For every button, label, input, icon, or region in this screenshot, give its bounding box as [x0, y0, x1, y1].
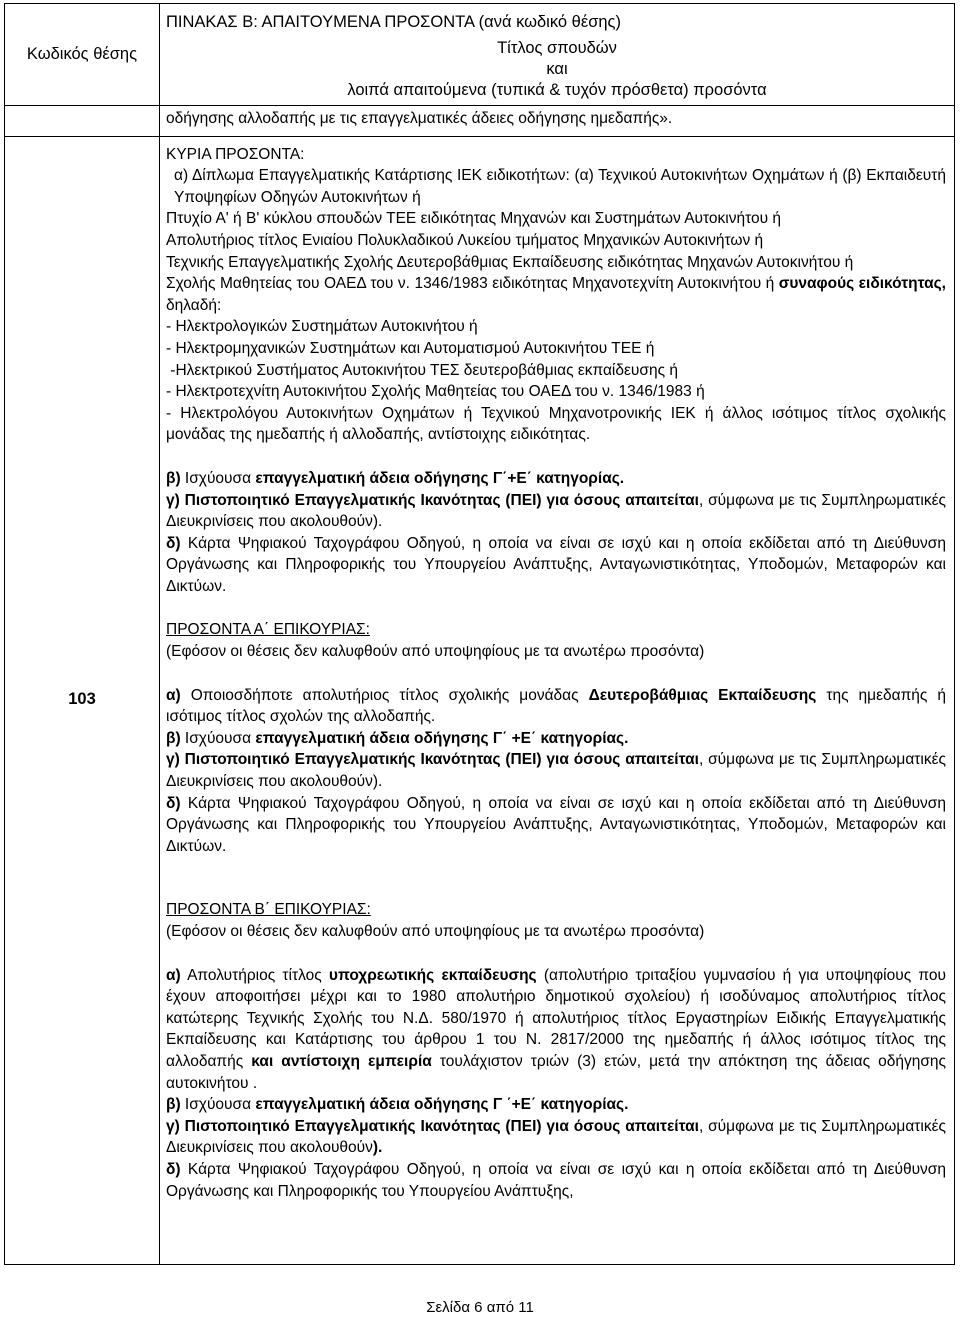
code-column-header: Κωδικός θέσης [5, 4, 160, 106]
aux-b-item-c: γ) Πιστοποιητικό Επαγγελματικής Ικανότητας (ΠΕΙ) για όσους απαιτείται, σύμφωνα με τις Συμπληρωματικές Διευκρινίσεις που ακολουθούν). [166, 1117, 946, 1157]
position-code: 103 [5, 136, 160, 1264]
requirements-table [4, 3, 955, 1265]
aux-a-item-d: δ) Κάρτα Ψηφιακού Ταχογράφου Οδηγού, η οποία να είναι σε ισχύ και η οποία εκδίδεται από τη Διεύθυνση Οργάνωσης και Πληροφορικής του Υπουργείου Ανάπτυξης, Ανταγωνιστικότητας, Υποδομών, Μεταφορών και Δικτύων. [166, 794, 946, 855]
main-line: Απολυτήριος τίτλος Ενιαίου Πολυκλαδικού Λυκείου τμήματος Μηχανικών Αυτοκινήτων ή [166, 231, 764, 249]
main-item-a: α) Δίπλωμα Επαγγελματικής Κατάρτισης ΙΕΚ ειδικοτήτων: (α) Τεχνικού Αυτοκινήτων Οχημάτων ή (β) Εκπαιδευτή Υποψηφίων Οδηγών Αυτοκινήτων ή [174, 167, 946, 206]
table-header-row [5, 4, 955, 106]
aux-a-item-b: β) Ισχύουσα επαγγελματική άδεια οδήγησης Γ΄ +Ε΄ κατηγορίας. [166, 729, 629, 747]
table-title: ΠΙΝΑΚΑΣ Β: ΑΠΑΙΤΟΥΜΕΝΑ ΠΡΟΣΟΝΤΑ (ανά κωδικό θέσης) [166, 13, 621, 31]
title-column-header [160, 4, 955, 106]
specialty-item: - Ηλεκτρολογικών Συστημάτων Αυτοκινήτου ή [166, 318, 478, 336]
column-title: Τίτλος σπουδών και λοιπά απαιτούμενα (τυπικά & τυχόν πρόσθετα) προσόντα [347, 38, 767, 99]
aux-a-item-c: γ) Πιστοποιητικό Επαγγελματικής Ικανότητας (ΠΕΙ) για όσους απαιτείται, σύμφωνα με τις Συμπληρωματικές Διευκρινίσεις που ακολουθούν). [166, 751, 946, 791]
aux-b-item-a: α) Απολυτήριος τίτλος υποχρεωτικής εκπαίδευσης (απολυτήριο τριταξίου γυμνασίου ή για υποψηφίους που έχουν αποφοιτήσει μέχρι και το 1980 απολυτήριο δημοτικού σχολείου) ή ισοδύναμος απολυτήριος τίτλος κατώτερης Τεχνικής Σχολής του Ν.Δ. 580/1970 ή απολυτήριος τίτλος Εργαστηρίων Ειδικής Επαγγελματικής Εκπαίδευσης και Κατάρτισης του άρθρου 1 του Ν. 2817/2000 της ημεδαπής ή άλλος ισότιμος τίτλος της αλλοδαπής και αντίστοιχη εμπειρία τουλάχιστον τριών (3) ετών, μετά την απόκτηση της άδειας οδήγησης αυτοκινήτου . [166, 966, 947, 1092]
qualifications-cell [160, 136, 955, 1264]
specialty-item: -Ηλεκτρικού Συστήματος Αυτοκινήτου ΤΕΣ δευτεροβάθμιας εκπαίδευσης ή [166, 361, 678, 379]
aux-b-heading: ΠΡΟΣΟΝΤΑ Β΄ ΕΠΙΚΟΥΡΙΑΣ: [166, 901, 371, 919]
main-line: Τεχνικής Επαγγελματικής Σχολής Δευτεροβάθμιας Εκπαίδευσης ειδικότητας Μηχανών Αυτοκινήτου ή [166, 253, 854, 271]
main-item-b: β) Ισχύουσα επαγγελματική άδεια οδήγησης Γ΄+Ε΄ κατηγορίας. [166, 469, 625, 487]
continuation-row [5, 105, 955, 136]
position-row [5, 136, 955, 1264]
specialty-item: - Ηλεκτρομηχανικών Συστημάτων και Αυτοματισμού Αυτοκινήτου ΤΕΕ ή [166, 339, 655, 357]
continuation-text: οδήγησης αλλοδαπής με τις επαγγελματικές άδειες οδήγησης ημεδαπής». [160, 105, 955, 136]
aux-b-item-d: δ) Κάρτα Ψηφιακού Ταχογράφου Οδηγού, η οποία να είναι σε ισχύ και η οποία εκδίδεται από τη Διεύθυνση Οργάνωσης και Πληροφορικής του Υπουργείου Ανάπτυξης, [166, 1160, 946, 1200]
main-line: Πτυχίο Α' ή Β' κύκλου σπουδών ΤΕΕ ειδικότητας Μηχανών και Συστημάτων Αυτοκινήτου ή [166, 210, 782, 228]
auxiliary-a-qualifications [166, 619, 946, 857]
aux-b-note: (Εφόσον οι θέσεις δεν καλυφθούν από υποψηφίους με τα ανωτέρω προσόντα) [166, 923, 705, 940]
aux-a-note: (Εφόσον οι θέσεις δεν καλυφθούν από υποψηφίους με τα ανωτέρω προσόντα) [166, 643, 705, 661]
aux-a-item-a: α) Οποιοσδήποτε απολυτήριος τίτλος σχολικής μονάδας Δευτεροβάθμιας Εκπαίδευσης της ημεδαπής ή ισότιμος τίτλος σχολών της αλλοδαπής. [166, 686, 946, 726]
main-heading: ΚΥΡΙΑ ΠΡΟΣΟΝΤΑ: [166, 145, 305, 163]
specialty-item: - Ηλεκτρολόγου Αυτοκινήτων Οχημάτων ή Τεχνικού Μηχανοτρονικής ΙΕΚ ή άλλος ισότιμος τίτλος σχολικής μονάδας της ημεδαπής ή αλλοδαπής, αντίστοιχης ειδικότητας. [166, 404, 946, 444]
main-item-c: γ) Πιστοποιητικό Επαγγελματικής Ικανότητας (ΠΕΙ) για όσους απαιτείται, σύμφωνα με τις Συμπληρωματικές Διευκρινίσεις που ακολουθούν). [166, 491, 946, 531]
main-item-d: δ) Κάρτα Ψηφιακού Ταχογράφου Οδηγού, η οποία να είναι σε ισχύ και η οποία εκδίδεται από τη Διεύθυνση Οργάνωσης και Πληροφορικής του Υπουργείου Ανάπτυξης, Ανταγωνιστικότητας, Υποδομών, Μεταφορών και Δικτύων. [166, 534, 946, 595]
main-qualifications [166, 144, 946, 598]
aux-b-item-b: β) Ισχύουσα επαγγελματική άδεια οδήγησης Γ ΄+Ε΄ κατηγορίας. [166, 1096, 629, 1114]
aux-a-heading: ΠΡΟΣΟΝΤΑ Α΄ ΕΠΙΚΟΥΡΙΑΣ: [166, 621, 370, 639]
main-line-school: Σχολής Μαθητείας του ΟΑΕΔ του ν. 1346/1983 ειδικότητας Μηχανοτεχνίτη Αυτοκινήτου ή συναφούς ειδικότητας, δηλαδή: [166, 275, 946, 314]
continuation-code-cell [5, 105, 160, 136]
specialty-item: - Ηλεκτροτεχνίτη Αυτοκινήτου Σχολής Μαθητείας του ΟΑΕΔ του ν. 1346/1983 ή [166, 383, 705, 401]
page-number: Σελίδα 6 από 11 [426, 1299, 534, 1316]
auxiliary-b-qualifications [166, 899, 946, 1202]
